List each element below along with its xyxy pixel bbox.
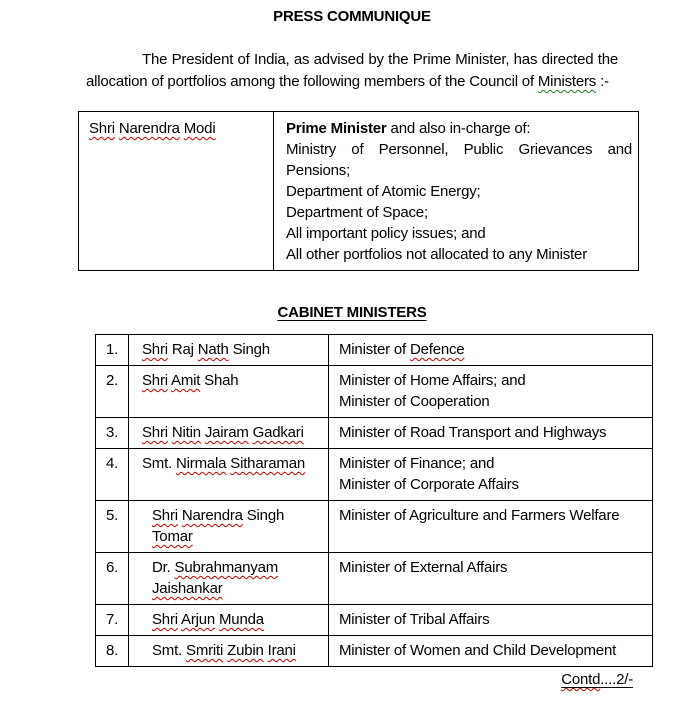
contd-text: [561, 671, 633, 688]
portfolio-line: Minister of Home Affairs; and: [339, 372, 526, 389]
misspelled-word: Defence: [409, 341, 465, 358]
misspelled-word: Gadkari: [252, 424, 304, 441]
row-number-cell: 6.: [96, 553, 129, 605]
misspelled-word: Shri: [142, 424, 168, 441]
table-row: [96, 335, 653, 366]
portfolio-cell: [329, 449, 653, 501]
misspelled-word: Subrahmanyam: [174, 559, 279, 576]
portfolio-line: Department of Space;: [286, 204, 428, 221]
misspelled-word: Shri: [142, 341, 168, 358]
misspelled-word: Jairam: [204, 424, 249, 441]
portfolio-line: Department of Atomic Energy;: [286, 183, 481, 200]
misspelled-word: Smriti: [186, 642, 224, 659]
misspelled-word: Amit: [171, 372, 201, 389]
portfolio-cell: [329, 605, 653, 636]
pm-portfolio-cell: [274, 112, 639, 271]
row-number-cell: 4.: [96, 449, 129, 501]
misspelled-word: Narendra: [181, 507, 243, 524]
misspelled-word: Contd: [561, 671, 601, 688]
pm-name-cell: [79, 112, 274, 271]
misspelled-word: Shri: [152, 611, 178, 628]
misspelled-word: Ministers: [537, 73, 597, 90]
pm-portfolio-list: [286, 139, 632, 265]
minister-name-cell: Shri Narendra Singh Tomar: [129, 501, 329, 553]
table-row: [96, 605, 653, 636]
document-title: PRESS COMMUNIQUE: [273, 8, 431, 25]
row-number-cell: 8.: [96, 636, 129, 667]
portfolio-cell: [329, 636, 653, 667]
misspelled-word: Modi: [183, 120, 216, 137]
row-number-cell: 2.: [96, 366, 129, 418]
cabinet-ministers-table: [95, 334, 653, 667]
table-row: [96, 636, 653, 667]
misspelled-word: Narendra: [118, 120, 180, 137]
table-row: [96, 501, 653, 553]
table-row: [96, 366, 653, 418]
portfolio-line: Minister of Corporate Affairs: [339, 476, 519, 493]
misspelled-word: Zubin: [227, 642, 264, 659]
portfolio-line: Minister of Agriculture and Farmers Welfare: [339, 507, 620, 524]
pm-role-bold: Prime Minister: [286, 120, 387, 137]
intro-paragraph: The President of India, as advised by the Prime Minister, has directed the allocation of portfolios among the following members of the Council of Ministers :-: [86, 51, 618, 90]
minister-name-cell: [129, 418, 329, 449]
misspelled-word: Jaishankar: [152, 580, 223, 597]
table-row: [96, 553, 653, 605]
portfolio-line: Minister of Defence: [339, 341, 465, 358]
misspelled-word: Arjun: [181, 611, 216, 628]
portfolio-cell: [329, 418, 653, 449]
contd-rest: ....2/-: [600, 671, 633, 688]
portfolio-line: Minister of Cooperation: [339, 393, 490, 410]
portfolio-line: All important policy issues; and: [286, 225, 486, 242]
cabinet-ministers-heading: CABINET MINISTERS: [277, 304, 427, 321]
table-row: [96, 449, 653, 501]
portfolio-line: Minister of External Affairs: [339, 559, 508, 576]
portfolio-line: Minister of Women and Child Development: [339, 642, 617, 659]
minister-name-cell: Shri Amit Shah: [129, 366, 329, 418]
misspelled-word: Nitin: [171, 424, 201, 441]
misspelled-word: Nath: [197, 341, 229, 358]
pm-role-rest: and also in-charge of:: [386, 120, 531, 137]
misspelled-word: Munda: [219, 611, 264, 628]
portfolio-cell: [329, 366, 653, 418]
minister-name-cell: Shri Raj Nath Singh: [129, 335, 329, 366]
portfolio-line: Minister of Road Transport and Highways: [339, 424, 607, 441]
pm-portfolio-table: [78, 111, 639, 271]
portfolio-cell: [329, 553, 653, 605]
row-number-cell: 1.: [96, 335, 129, 366]
row-number-cell: 7.: [96, 605, 129, 636]
contd-word: [561, 671, 600, 688]
portfolio-line: Ministry of Personnel, Public Grievances and Pensions;: [286, 141, 632, 179]
misspelled-word: Shri: [89, 120, 115, 137]
table-row: [79, 112, 639, 271]
misspelled-word: Nirmala: [176, 455, 227, 472]
portfolio-line: All other portfolios not allocated to any Minister: [286, 246, 587, 263]
minister-name-cell: [129, 605, 329, 636]
portfolio-line: Minister of Tribal Affairs: [339, 611, 490, 628]
portfolio-cell: [329, 335, 653, 366]
pm-name: [89, 120, 215, 137]
misspelled-word: Shri: [152, 507, 178, 524]
row-number-cell: 5.: [96, 501, 129, 553]
portfolio-cell: [329, 501, 653, 553]
minister-name-cell: Smt. Nirmala Sitharaman: [129, 449, 329, 501]
misspelled-word: Sitharaman: [230, 455, 305, 472]
portfolio-line: Minister of Finance; and: [339, 455, 495, 472]
row-number-cell: 3.: [96, 418, 129, 449]
misspelled-word: Shri: [142, 372, 168, 389]
contd-page-marker: [0, 671, 633, 688]
misspelled-word: Irani: [267, 642, 296, 659]
table-row: [96, 418, 653, 449]
pm-role-line: [286, 118, 632, 139]
minister-name-cell: Dr. Subrahmanyam Jaishankar: [129, 553, 329, 605]
minister-name-cell: Smt. Smriti Zubin Irani: [129, 636, 329, 667]
misspelled-word: Tomar: [152, 528, 193, 545]
